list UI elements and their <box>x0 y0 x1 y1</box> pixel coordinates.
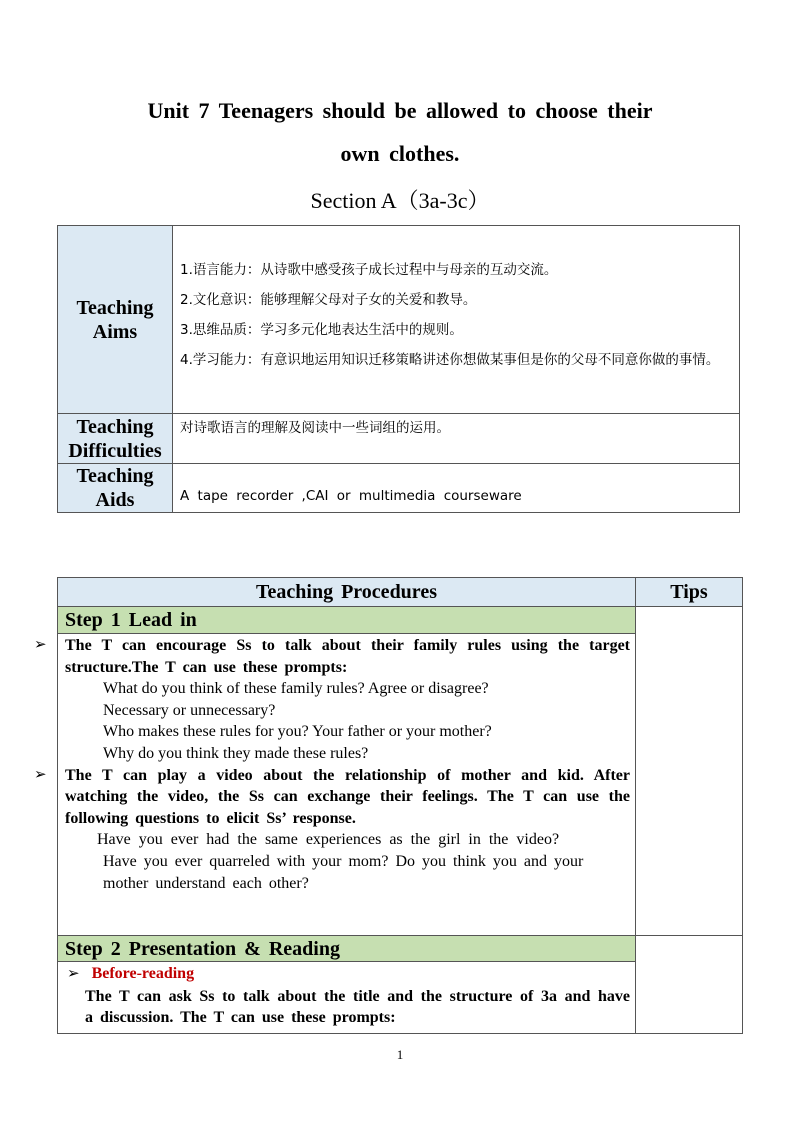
procedures-header: Teaching Procedures <box>58 578 636 607</box>
difficulties-value: 对诗歌语言的理解及阅读中一些词组的运用。 <box>180 420 450 436</box>
section-subtitle: Section A（3a-3c） <box>310 188 490 213</box>
prompt-item: What do you think of these family rules? Agree or disagree? <box>103 680 489 698</box>
step1-bullet2 <box>34 765 630 830</box>
aim-item: 4.学习能力：有意识地运用知识迁移策略讲述你想做某事但是你的父母不同意你做的事情。 <box>180 352 720 368</box>
question-1: Have you ever had the same experiences as the girl in the video? <box>97 831 560 849</box>
column-divider <box>635 607 636 1033</box>
before-reading-line <box>65 963 630 986</box>
bullet-arrow-icon: ➢ <box>34 766 47 783</box>
step1-content <box>34 635 630 894</box>
aim-item: 1.语言能力：从诗歌中感受孩子成长过程中与母亲的互动交流。 <box>180 262 558 278</box>
document-title-line1: Unit 7 Teenagers should be allowed to choose their <box>147 98 653 123</box>
bullet-arrow-icon: ➢ <box>67 966 80 982</box>
step1-bullet1 <box>34 635 630 678</box>
aim-item: 2.文化意识：能够理解父母对子女的关爱和教导。 <box>180 292 477 308</box>
before-reading-label: Before-reading <box>91 965 195 982</box>
step2-header: Step 2 Presentation & Reading <box>58 936 636 962</box>
step1-para2: The T can play a video about the relationship of mother and kid. After watching the video, the Ss can exchange their feelings. The T can use the following questions to elicit Ss’ response. <box>65 766 630 827</box>
aims-label: Teaching Aims <box>58 226 173 413</box>
document-title-line2: own clothes. <box>340 141 460 166</box>
step2-content <box>65 963 630 1029</box>
difficulties-row <box>58 414 739 464</box>
aim-item: 3.思维品质：学习多元化地表达生活中的规则。 <box>180 322 463 338</box>
aims-row <box>58 226 739 414</box>
procedures-table <box>34 577 743 1034</box>
question-2: Have you ever quarreled with your mom? Do you think you and your mother understand each other? <box>103 852 584 892</box>
prompt-item: Who makes these rules for you? Your father or your mother? <box>103 723 492 741</box>
step1-para1: The T can encourage Ss to talk about their family rules using the target structure.The T can use these prompts: <box>65 637 630 676</box>
aids-value: A tape recorder ,CAI or multimedia courseware <box>180 488 522 504</box>
bullet-arrow-icon: ➢ <box>34 637 47 653</box>
step1-header: Step 1 Lead in <box>58 607 636 634</box>
aims-list <box>180 260 731 380</box>
teaching-info-table <box>57 225 740 513</box>
tips-header: Tips <box>636 578 742 607</box>
step2-para: The T can ask Ss to talk about the title and the structure of 3a and have a discussion. The T can use these prompts: <box>85 987 630 1027</box>
prompt-item: Why do you think they made these rules? <box>103 744 369 762</box>
page-number: 1 <box>396 1047 404 1062</box>
difficulties-label: Teaching Difficulties <box>58 414 173 463</box>
aids-label: Teaching Aids <box>58 464 173 512</box>
prompt-item: Necessary or unnecessary? <box>103 701 276 719</box>
aids-row <box>58 464 739 512</box>
